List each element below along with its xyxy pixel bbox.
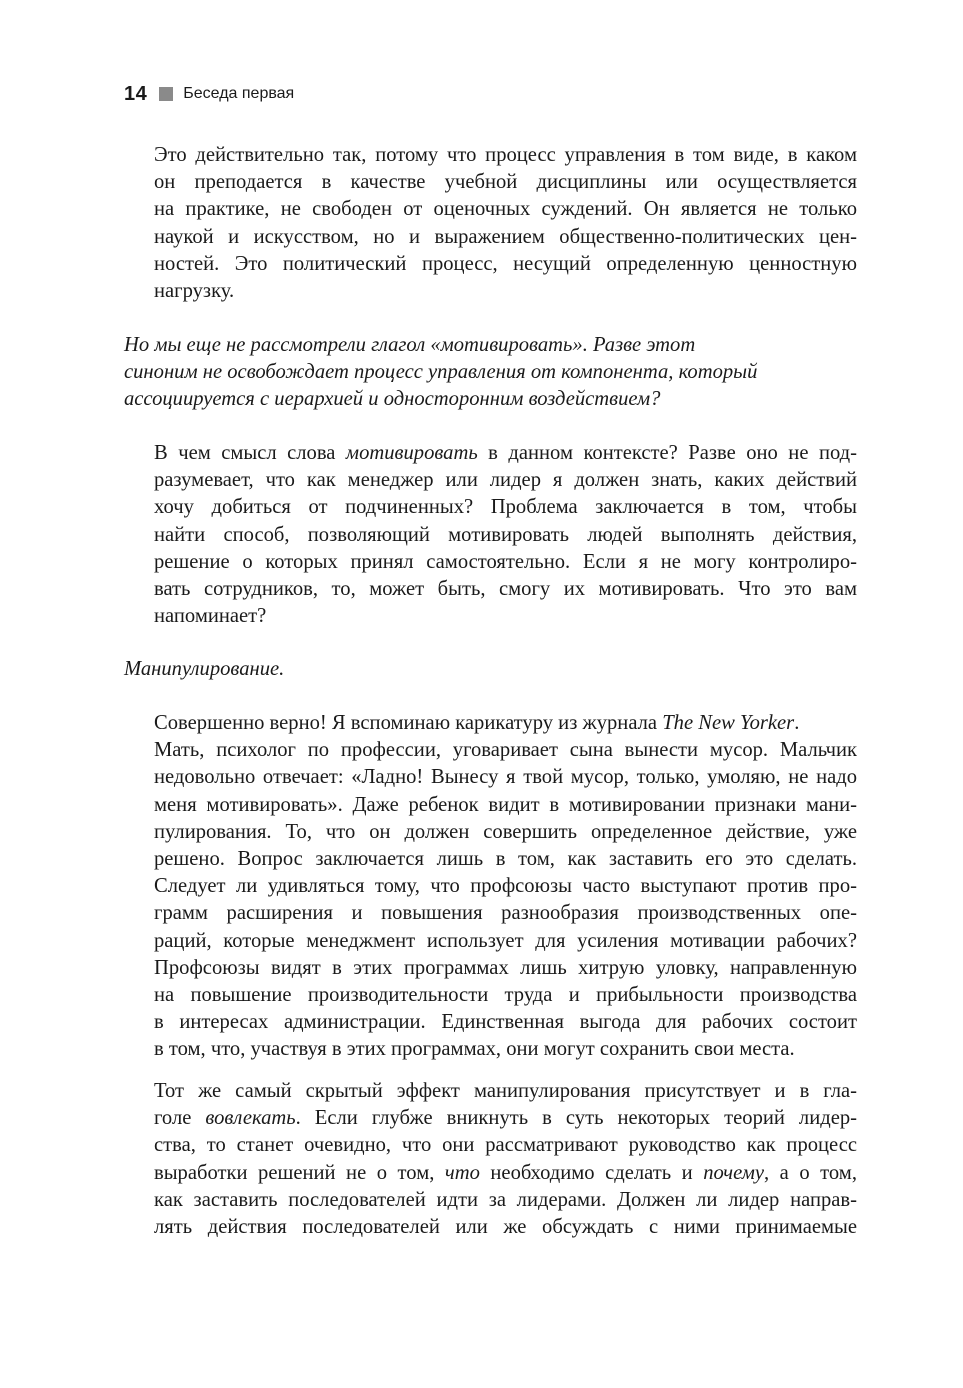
text-line: Профсоюзы видят в этих программах лишь хитрую уловку, направленную <box>154 956 857 979</box>
text-run: Совершенно верно! Я вспоминаю карикатуру из журнала <box>154 712 663 734</box>
answer-paragraph-1 <box>154 142 857 305</box>
emphasis-word: мотивировать <box>345 442 478 464</box>
text-line: он преподается в качестве учебной дисциплины или осуществляется <box>154 171 857 194</box>
answer-paragraph-3 <box>154 710 857 1064</box>
text-line: меня мотивировать». Даже ребенок видит в мотивировании признаки мани- <box>154 793 857 816</box>
question-paragraph-2 <box>124 656 824 683</box>
text-line: решено. Вопрос заключается лишь в том, как заставить его это сделать. <box>154 848 857 871</box>
text-line: ства, то станет очевидно, что они рассматривают руководство как процесс <box>154 1134 857 1157</box>
text-line: пулирования. То, что он должен совершить определенное действие, уже <box>154 820 857 843</box>
answer-paragraph-4 <box>154 1078 857 1241</box>
chapter-title: Беседа первая <box>183 85 295 102</box>
text-line: вать сотрудников, то, может быть, смогу их мотивировать. Что это вам <box>154 578 857 601</box>
text-run: голе <box>154 1107 206 1130</box>
text-line: раций, которые менеджмент использует для усиления мотивации рабочих? <box>154 929 857 952</box>
text-line <box>154 440 857 467</box>
text-line: ностей. Это политический процесс, несущий определенную ценностную <box>154 252 857 275</box>
text-line: в интересах администрации. Единственная выгода для рабочих состоит <box>154 1011 857 1034</box>
text-run: . Если глубже вникнуть в суть некоторых теорий лидер- <box>295 1107 858 1130</box>
emphasis-word: что <box>444 1161 480 1184</box>
text-line: грамм расширения и повышения разнообразия производственных опе- <box>154 902 857 925</box>
text-line: хочу добиться от подчиненных? Проблема заключается в том, чтобы <box>154 496 857 519</box>
text-line: напоминает? <box>154 605 267 628</box>
text-line <box>154 1105 857 1132</box>
header-marker-square <box>159 87 173 101</box>
text-run: необходимо сделать и <box>479 1161 704 1184</box>
answer-paragraph-2 <box>154 440 857 630</box>
emphasis-title: The New Yorker <box>662 712 795 734</box>
text-run: , а о том, <box>764 1161 857 1184</box>
text-line: ассоциируется с иерархией и односторонним воздействием? <box>124 388 661 411</box>
text-run: . <box>794 712 800 734</box>
text-line: на повышение производительности труда и прибыльности производства <box>154 984 857 1007</box>
text-line: решение о которых принял самостоятельно. Если я не могу контролиро- <box>154 550 857 573</box>
text-line: разумевает, что как менеджер или лидер я должен знать, каких действий <box>154 469 857 492</box>
text-run: В чем смысл слова <box>154 442 346 464</box>
emphasis-word: вовлекать <box>205 1107 296 1130</box>
text-line: Это действительно так, потому что процесс управления в том виде, в каком <box>154 144 857 166</box>
text-run: в данном контексте? Разве оно не под- <box>477 442 858 464</box>
text-line: недовольно отвечает: «Ладно! Вынесу я твой мусор, только, умоляю, не надо <box>154 766 857 789</box>
text-line: лять действия последователей или же обсуждать с ними принимаемые <box>154 1216 857 1239</box>
running-header <box>124 80 294 108</box>
text-line: Но мы еще не рассмотрели глагол «мотивировать». Разве этот <box>124 334 696 356</box>
question-paragraph-1 <box>124 332 824 414</box>
text-line: в том, что, участвуя в этих программах, они могут сохранить свои места. <box>154 1038 795 1061</box>
text-line: Мать, психолог по профессии, уговаривает сына вынести мусор. Мальчик <box>154 739 857 762</box>
text-line: нагрузку. <box>154 280 235 303</box>
text-line: Манипулирование. <box>124 658 285 680</box>
text-line: Тот же самый скрытый эффект манипулирования присутствует и в гла- <box>154 1080 857 1102</box>
text-line: найти способ, позволяющий мотивировать людей выполнять действия, <box>154 523 857 546</box>
text-line: на практике, не свободен от оценочных суждений. Он является не только <box>154 198 857 221</box>
text-line: синоним не освобождает процесс управления от компонента, который <box>124 361 758 384</box>
text-line: как заставить последователей идти за лидерами. Должен ли лидер направ- <box>154 1188 857 1211</box>
page-number: 14 <box>124 82 148 105</box>
emphasis-word: почему <box>703 1161 765 1184</box>
text-line <box>154 710 857 737</box>
text-line <box>154 1160 857 1187</box>
text-line: Следует ли удивляться тому, что профсоюзы часто выступают против про- <box>154 875 857 898</box>
text-run: выработки решений не о том, <box>154 1161 445 1184</box>
text-line: наукой и искусством, но и выражением общественно-политических цен- <box>154 225 857 248</box>
